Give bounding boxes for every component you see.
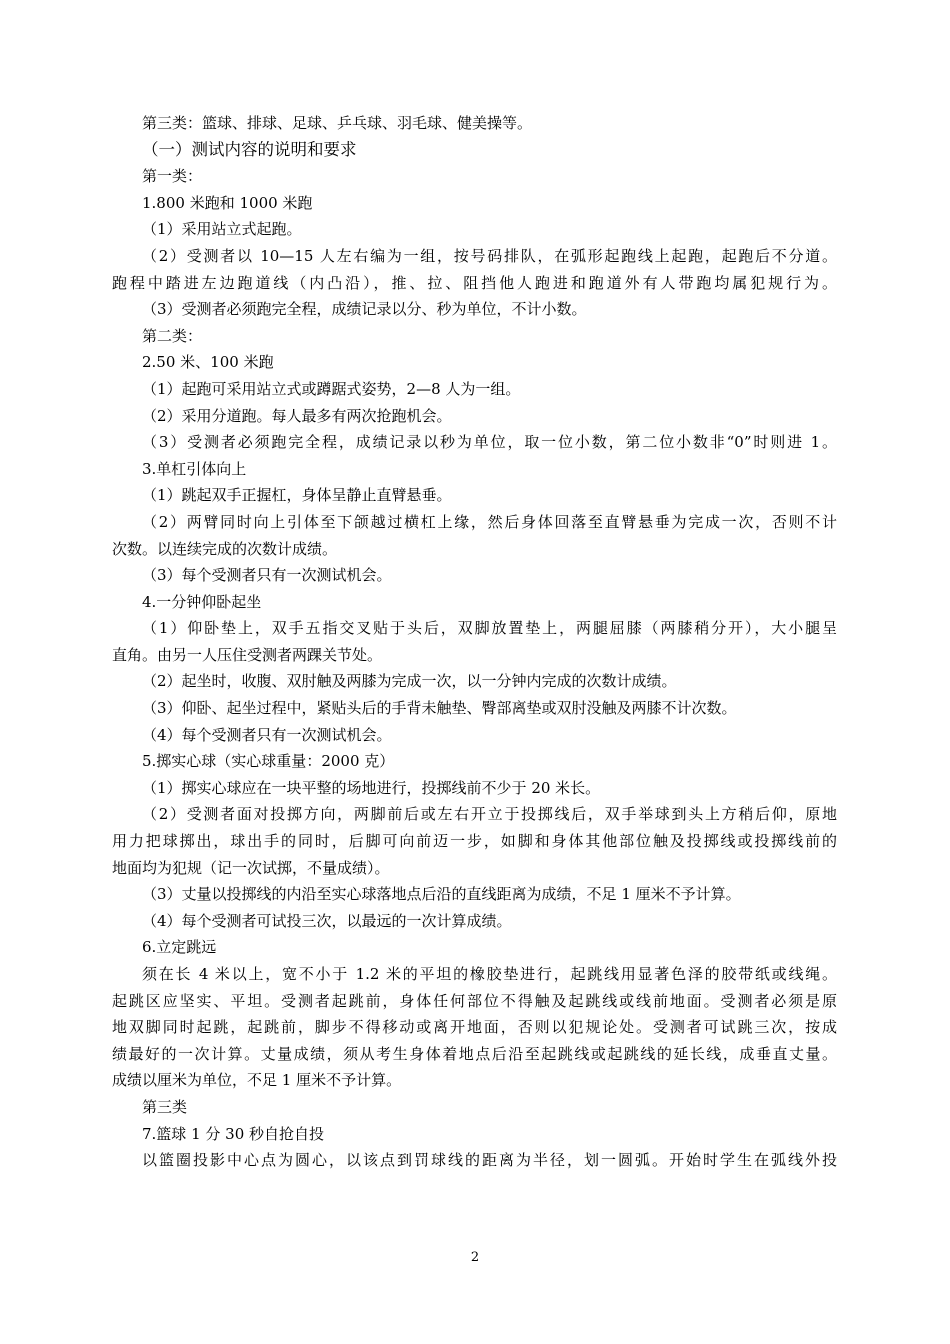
paragraph-line: 起跳区应坚实、平坦。受测者起跳前，身体任何部位不得触及起跳线或线前地面。受测者必须是原 [112,991,837,1010]
item-title-4: 4.一分钟仰卧起坐 [142,592,262,611]
list-item: （4）每个受测者只有一次测试机会。 [142,725,392,744]
list-item: （1）仰卧垫上，双手五指交叉贴于头后，双脚放置垫上，两腿屈膝（两膝稍分开），大小腿呈 [142,619,837,638]
list-item: （3）每个受测者只有一次测试机会。 [142,566,392,585]
paragraph-category-3-intro: 第三类：篮球、排球、足球、乒乓球、羽毛球、健美操等。 [142,114,533,132]
paragraph-line: 地双脚同时起跳，起跳前，脚步不得移动或离开地面，否则以犯规论处。受测者可试跳三次，按成 [112,1018,837,1037]
page-number: 2 [470,1250,480,1265]
item-title-7: 7.篮球 1 分 30 秒自抢自投 [142,1124,325,1143]
list-item: （2）两臂同时向上引体至下颌越过横杠上缘，然后身体回落至直臂悬垂为完成一次，否则不计 [142,512,837,531]
list-item-continuation: 地面均为犯规（记一次试掷，不量成绩）。 [112,858,390,877]
list-item: （2）采用分道跑。每人最多有两次抢跑机会。 [142,406,452,425]
list-item: （3）受测者必须跑完全程，成绩记录以秒为单位，取一位小数，第二位小数非“0”时则进 1。 [142,433,837,452]
category-label-1: 第一类： [142,167,203,186]
list-item: （1）起跑可采用站立式或蹲踞式姿势，2—8 人为一组。 [142,379,521,398]
list-item: （3）仰卧、起坐过程中，紧贴头后的手背未触垫、臀部离垫或双肘没触及两膝不计次数。 [142,699,737,718]
item-title-2: 2.50 米、100 米跑 [142,353,274,372]
list-item: （3）受测者必须跑完全程，成绩记录以分、秒为单位，不计小数。 [142,300,587,319]
list-item: （1）采用站立式起跑。 [142,220,302,239]
list-item: （3）丈量以投掷线的内沿至实心球落地点后沿的直线距离为成绩，不足 1 厘米不予计算。 [142,885,741,904]
item-title-1: 1.800 米跑和 1000 米跑 [142,193,313,212]
list-item-continuation: 直角。由另一人压住受测者两踝关节处。 [112,645,383,664]
list-item: （1）掷实心球应在一块平整的场地进行，投掷线前不少于 20 米长。 [142,778,601,797]
item-title-6: 6.立定跳远 [142,938,217,957]
paragraph-line: 成绩以厘米为单位，不足 1 厘米不予计算。 [112,1071,402,1090]
paragraph-line: 须在长 4 米以上，宽不小于 1.2 米的平坦的橡胶垫进行，起跳线用显著色泽的胶带纸或线绳。 [142,965,837,983]
list-item-continuation: 跑程中踏进左边跑道线（内凸沿），推、拉、阻挡他人跑进和跑道外有人带跑均属犯规行为。 [112,273,837,292]
list-item: （2）受测者面对投掷方向，两脚前后或左右开立于投掷线后，双手举球到头上方稍后仰，原地 [142,805,837,824]
item-title-5: 5.掷实心球（实心球重量：2000 克） [142,752,395,771]
paragraph-line: 绩最好的一次计算。丈量成绩，须从考生身体着地点后沿至起跳线或起跳线的延长线，成垂直丈量。 [112,1044,837,1063]
category-label-3: 第三类 [142,1097,188,1116]
list-item: （4）每个受测者可试投三次，以最远的一次计算成绩。 [142,911,512,930]
list-item: （2）受测者以 10—15 人左右编为一组，按号码排队，在弧形起跑线上起跑，起跑后不分道。 [142,246,837,265]
list-item: （1）跳起双手正握杠，身体呈静止直臂悬垂。 [142,486,452,505]
section-heading: （一）测试内容的说明和要求 [142,139,357,159]
list-item-continuation: 次数。以连续完成的次数计成绩。 [112,539,338,558]
item-title-3: 3.单杠引体向上 [142,459,247,478]
list-item: （2）起坐时，收腹、双肘触及两膝为完成一次，以一分钟内完成的次数计成绩。 [142,672,677,691]
document-page [112,110,837,1174]
category-label-2: 第二类： [142,326,203,345]
list-item-continuation: 用力把球掷出，球出手的同时，后脚可向前迈一步，如脚和身体其他部位触及投掷线或投掷线前的 [112,832,837,851]
paragraph-line: 以篮圈投影中心点为圆心，以该点到罚球线的距离为半径，划一圆弧。开始时学生在弧线外投 [142,1151,837,1170]
